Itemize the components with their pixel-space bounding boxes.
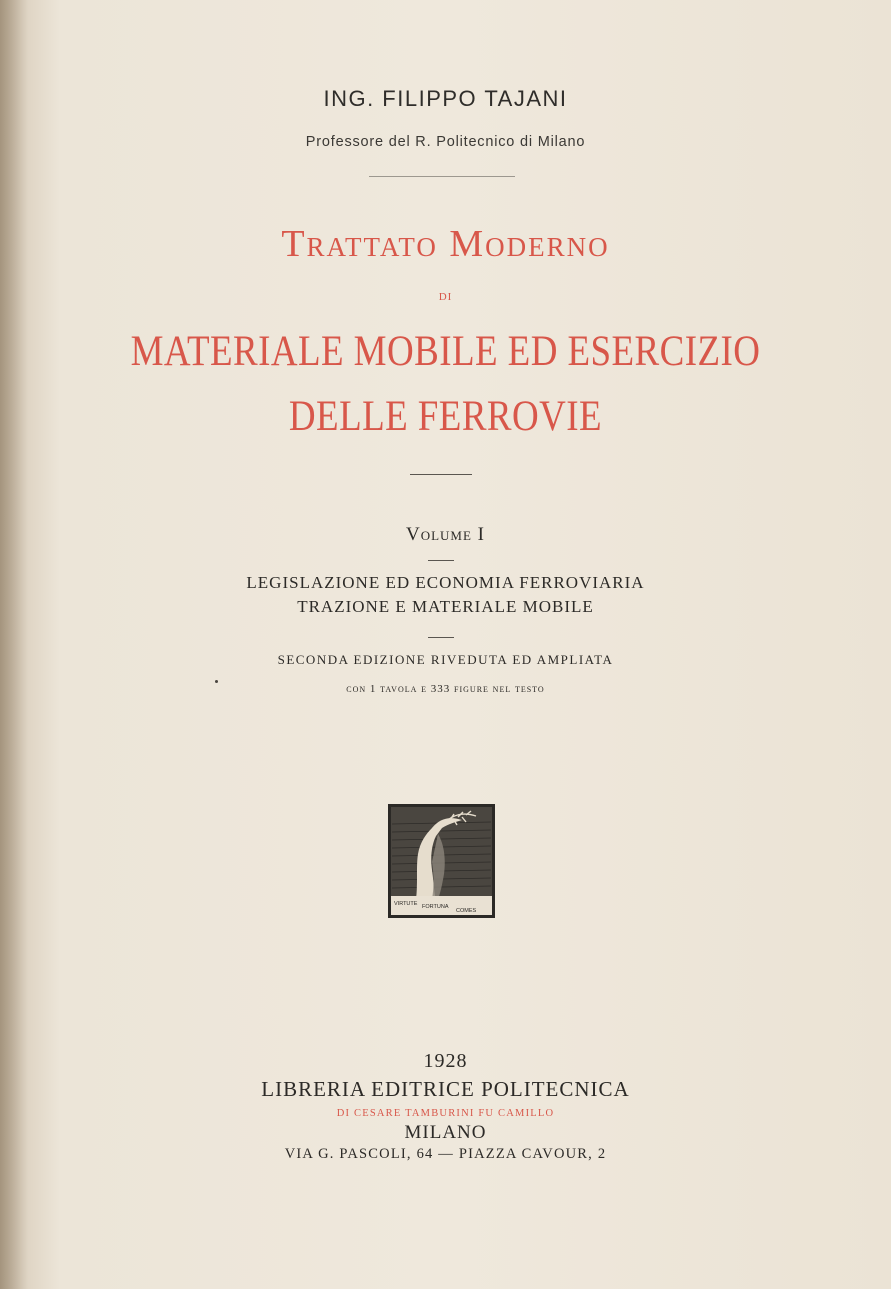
- svg-text:VIRTUTE: VIRTUTE: [394, 901, 418, 907]
- subject-divider: [428, 637, 454, 638]
- subject-line-2: TRAZIONE E MATERIALE MOBILE: [297, 597, 594, 616]
- svg-text:COMES: COMES: [456, 908, 477, 914]
- title-line-2: MATERIALE MOBILE ED ESERCIZIO: [130, 328, 761, 375]
- title-connector: di: [438, 288, 453, 304]
- subject-line-1: LEGISLAZIONE ED ECONOMIA FERROVIARIA: [246, 573, 645, 592]
- paper-speck: [215, 680, 218, 683]
- publisher-city: MILANO: [404, 1122, 487, 1143]
- volume-label: Volume I: [405, 524, 485, 545]
- publication-year: 1928: [423, 1050, 468, 1072]
- publisher-emblem-icon: [388, 804, 495, 918]
- svg-text:FORTUNA: FORTUNA: [422, 904, 449, 910]
- author-affiliation: Professore del R. Politecnico di Milano: [305, 134, 586, 150]
- title-divider: [410, 474, 472, 475]
- publisher-subline: DI CESARE TAMBURINI FU CAMILLO: [336, 1108, 555, 1119]
- volume-divider: [428, 560, 454, 561]
- publisher-address: VIA G. PASCOLI, 64 — PIAZZA CAVOUR, 2: [284, 1146, 607, 1162]
- title-line-1: Trattato Moderno: [281, 223, 610, 265]
- title-line-3: DELLE FERROVIE: [288, 393, 603, 440]
- publisher-name: LIBRERIA EDITRICE POLITECNICA: [261, 1077, 630, 1101]
- figures-note: con 1 tavola e 333 figure nel testo: [346, 683, 545, 695]
- author-name: ING. FILIPPO TAJANI: [323, 86, 568, 111]
- edition-note: SECONDA EDIZIONE RIVEDUTA ED AMPLIATA: [277, 652, 614, 667]
- author-divider: [369, 176, 515, 177]
